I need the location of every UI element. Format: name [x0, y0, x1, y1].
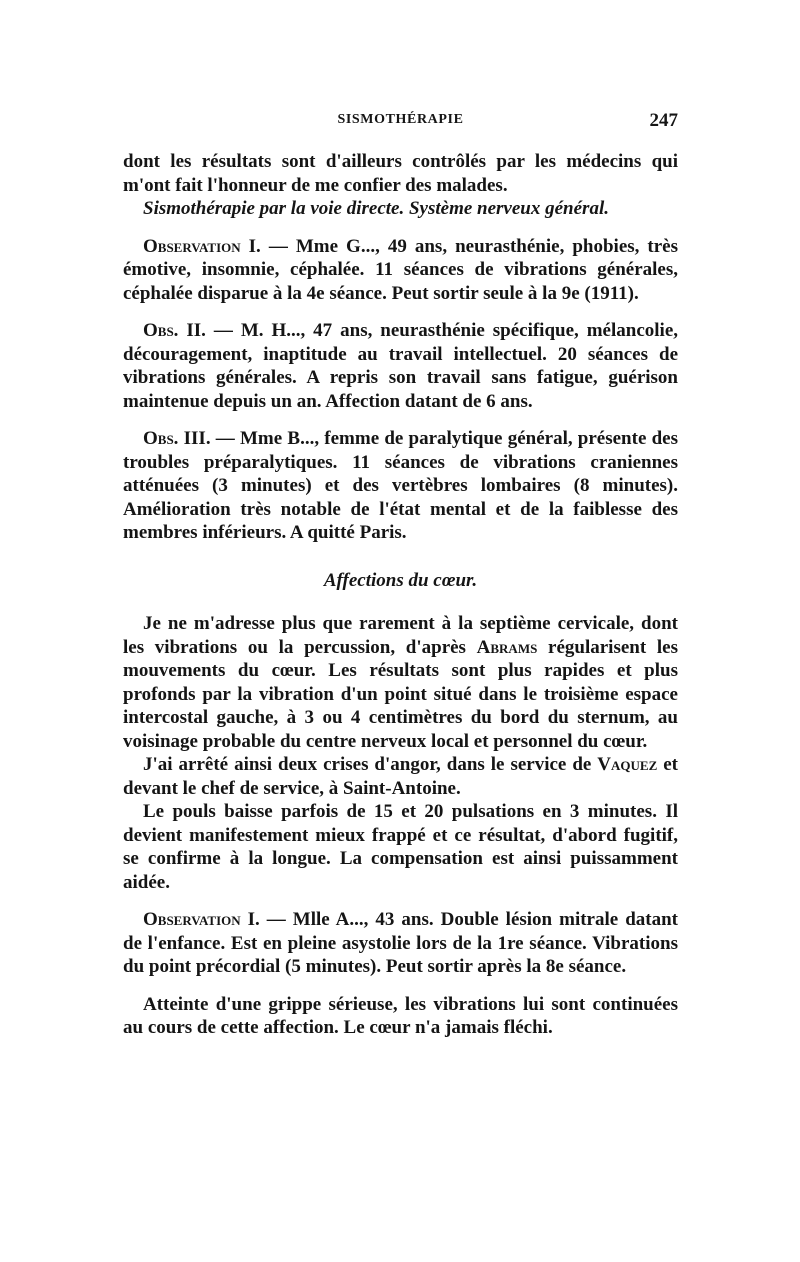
- observation-2-label: Obs. II.: [143, 320, 206, 341]
- observation-4: [123, 908, 678, 979]
- author-abrams: Abrams: [476, 636, 538, 658]
- observation-4-text: — Mlle A..., 43 ans. Double lésion mitrale datant de l'enfance. Est en pleine asystolie lors de la 1re séance. Vibrations du point précordial (5 minutes). Peut sortir après la 8e séance.: [123, 909, 678, 977]
- observation-1-text: — Mme G..., 49 ans, neurasthénie, phobies, très émotive, insomnie, céphalée. 11 séances de vibrations générales, céphalée disparue à la 4e séance. Peut sortir seule à la 9e (1911).: [123, 235, 679, 304]
- heart-p1-text-a: Je ne m'adresse plus que rarement à la septième cervicale, dont les vibrations ou la percussion, d'après: [123, 613, 678, 658]
- section-heading: Sismothérapie par la voie directe. Système nerveux général.: [143, 198, 609, 219]
- observation-3-text: — Mme B..., femme de paralytique général, présente des troubles préparalytiques. 11 séances de vibrations craniennes atténuées (3 minutes) et des vertèbres lombaires (8 minutes). Amélioration très notable de l'état mental et de la faiblesse des membres inférieurs. A quitté Paris.: [123, 428, 678, 543]
- observation-2: [123, 319, 678, 413]
- closing-paragraph: Atteinte d'une grippe sérieuse, les vibrations lui sont continuées au cours de cette affection. Le cœur n'a jamais fléchi.: [123, 993, 678, 1038]
- heart-paragraph-3: Le pouls baisse parfois de 15 et 20 pulsations en 3 minutes. Il devient manifestement mieux frappé et ce résultat, d'abord fugitif, se confirme à la longue. La compensation est ainsi puissamment aidée.: [123, 801, 678, 893]
- heart-paragraph-2: [123, 753, 678, 800]
- heart-p2-text-b: et devant le chef de service, à Saint-Antoine.: [123, 754, 678, 799]
- running-title: SISMOTHÉRAPIE: [337, 112, 464, 127]
- running-header: [123, 112, 678, 134]
- observation-1-label: Observation I.: [143, 235, 261, 257]
- heart-paragraph-1: [123, 612, 678, 753]
- page-number: 247: [649, 110, 678, 131]
- observation-1: [123, 235, 678, 306]
- observation-2-text: — M. H..., 47 ans, neurasthénie spécifique, mélancolie, découragement, inaptitude au travail intellectuel. 20 séances de vibrations générales. A repris son travail sans fatigue, guérison maintenue depuis un an. Affection datant de 6 ans.: [123, 320, 679, 412]
- heart-p1-text-b: régularisent les mouvements du cœur. Les résultats sont plus rapides et plus profonds par la vibration d'un point situé dans le troisième espace intercostal gauche, à 3 ou 4 centimètres du bord du sternum, au voisinage probable du centre nerveux local et personnel du cœur.: [123, 636, 678, 752]
- observation-4-label: Observation I.: [143, 909, 260, 930]
- heart-section-heading: Affections du cœur.: [323, 569, 478, 591]
- author-vaquez: Vaquez: [597, 754, 658, 775]
- intro-paragraph: dont les résultats sont d'ailleurs contrôlés par les médecins qui m'ont fait l'honneur de me confier des malades.: [123, 151, 678, 196]
- body-text: [123, 150, 678, 1040]
- heart-p2-text-a: J'ai arrêté ainsi deux crises d'angor, dans le service de: [143, 754, 598, 775]
- observation-3: [123, 427, 678, 545]
- observation-3-label: Obs. III.: [143, 428, 211, 449]
